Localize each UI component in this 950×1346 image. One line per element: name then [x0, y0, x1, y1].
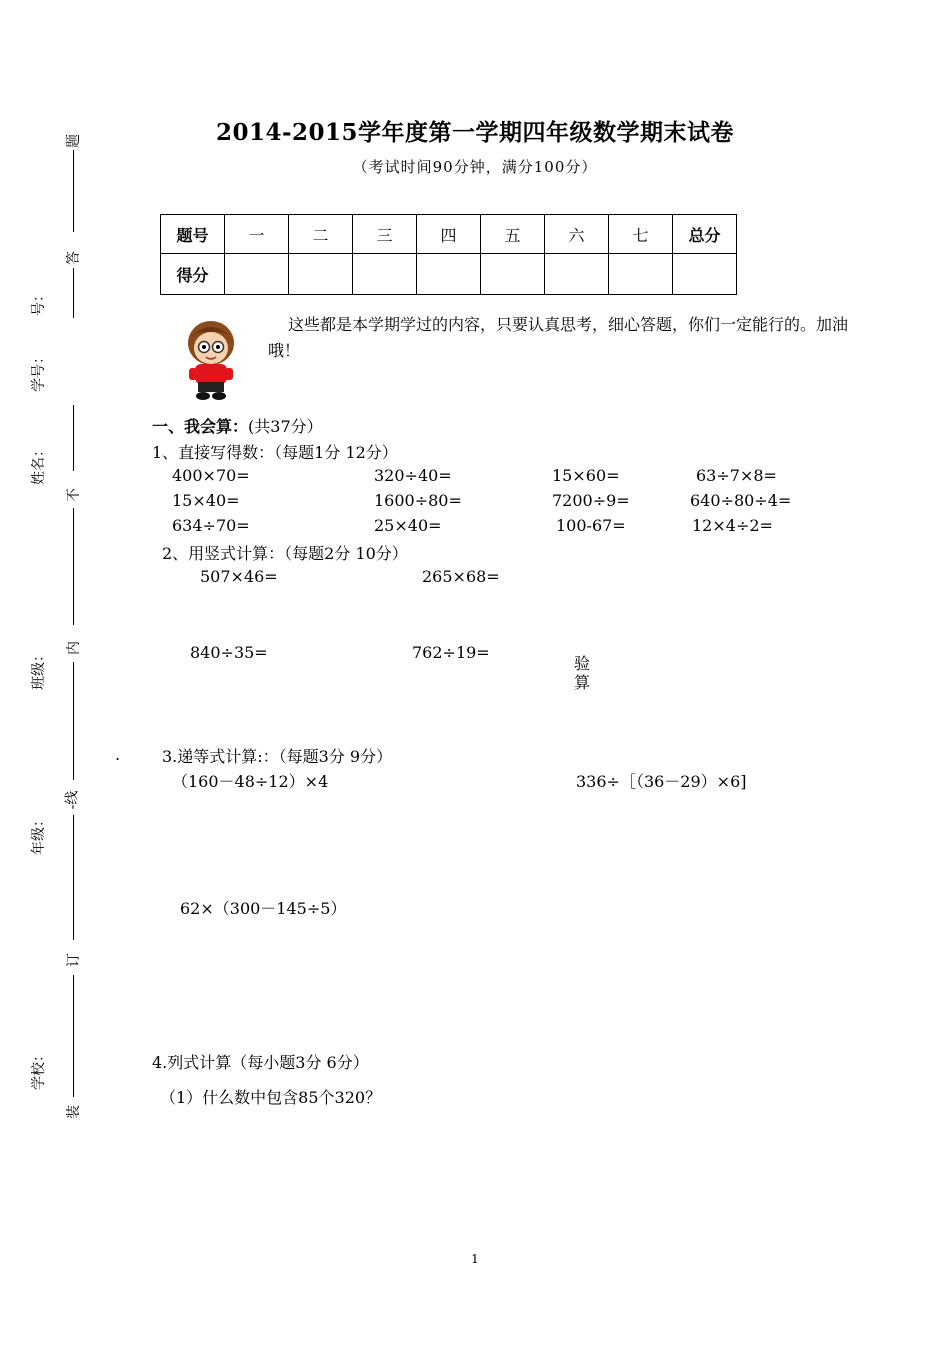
score-table-cell: 五	[481, 215, 545, 254]
margin-field-name: 姓名：	[31, 443, 47, 485]
section-1-heading: 一、我会算：	[152, 417, 249, 436]
margin-char: -线	[64, 790, 81, 810]
q3-item: 62×（300－145÷5）	[180, 899, 347, 918]
score-table-cell: 一	[225, 215, 289, 254]
score-table-cell: 四	[417, 215, 481, 254]
margin-line-segment	[73, 975, 74, 1097]
q3-item: （160－48÷12）×4	[172, 772, 329, 791]
margin-field-number: 号：	[31, 288, 47, 316]
q3-item: 336÷［（36－29）×6]	[576, 772, 747, 791]
score-row-label: 得分	[161, 254, 225, 295]
q2-item: 762÷19=	[412, 643, 490, 662]
margin-field-class: 班级：	[31, 648, 47, 690]
q1-item: 100-67=	[556, 516, 626, 535]
cartoon-boy-icon	[180, 316, 242, 402]
score-table-cell: 题号	[161, 215, 225, 254]
margin-line-segment	[73, 815, 74, 940]
score-cell[interactable]	[289, 254, 353, 295]
score-cell[interactable]	[417, 254, 481, 295]
q1-item: 63÷7×8=	[696, 466, 777, 485]
score-cell[interactable]	[609, 254, 673, 295]
margin-char: 答	[66, 251, 82, 265]
score-cell[interactable]	[353, 254, 417, 295]
score-cell[interactable]	[545, 254, 609, 295]
margin-field-student-id: 学号：	[31, 350, 47, 392]
q2-title: 2、用竖式计算：（每题2分 10分）	[162, 544, 408, 563]
q1-item: 12×4÷2=	[692, 516, 773, 535]
q1-title: 1、直接写得数：（每题1分 12分）	[152, 443, 398, 462]
margin-line-segment	[73, 662, 74, 780]
score-table-cell: 三	[353, 215, 417, 254]
exam-title: 2014-2015学年度第一学期四年级数学期末试卷	[215, 119, 735, 146]
q1-item: 1600÷80=	[374, 491, 462, 510]
section-1-points: (共37分）	[248, 417, 323, 436]
score-table-cell: 七	[609, 215, 673, 254]
margin-char: 订	[66, 953, 82, 967]
q1-item: 25×40=	[374, 516, 442, 535]
margin-line-segment	[73, 268, 74, 318]
q2-item: 840÷35=	[190, 643, 268, 662]
margin-char: 不	[66, 488, 82, 502]
section-1-title	[152, 414, 323, 437]
margin-field-grade: 年级：	[31, 813, 47, 855]
margin-field-school: 学校：	[31, 1048, 47, 1090]
q2-item: 265×68=	[422, 567, 500, 586]
score-table-score-row	[161, 254, 737, 295]
exam-subtitle: （考试时间90分钟，满分100分）	[352, 158, 598, 176]
q1-item: 400×70=	[172, 466, 250, 485]
score-table-cell: 六	[545, 215, 609, 254]
q1-item: 640÷80÷4=	[690, 491, 792, 510]
q2-check-label: 验	[574, 654, 591, 673]
score-cell[interactable]	[481, 254, 545, 295]
page-number: 1	[471, 1252, 479, 1266]
margin-char: 装	[66, 1105, 82, 1119]
q4-title: 4.列式计算（每小题3分 6分）	[152, 1053, 369, 1072]
q1-item: 320÷40=	[374, 466, 452, 485]
score-cell[interactable]	[673, 254, 737, 295]
q1-item: 15×40=	[172, 491, 240, 510]
margin-char: 内	[66, 641, 82, 655]
score-table-header-row	[161, 215, 737, 254]
q2-item: 507×46=	[200, 567, 278, 586]
score-table-cell: 二	[289, 215, 353, 254]
q3-title: 3.递等式计算:：（每题3分 9分）	[162, 747, 393, 766]
q1-item: 15×60=	[552, 466, 620, 485]
score-cell[interactable]	[225, 254, 289, 295]
score-table	[160, 214, 737, 295]
margin-line-segment	[73, 405, 74, 471]
margin-line-segment	[73, 508, 74, 625]
q2-check-label: 算	[574, 673, 591, 692]
intro-text: 这些都是本学期学过的内容，只要认真思考，细心答题，你们一定能行的。加油哦！	[268, 315, 849, 360]
q3-dot: .	[115, 745, 121, 764]
margin-char: 题	[66, 134, 82, 148]
q1-item: 634÷70=	[172, 516, 250, 535]
q1-item: 7200÷9=	[552, 491, 630, 510]
score-table-cell: 总分	[673, 215, 737, 254]
q4-item: （1）什么数中包含85个320？	[160, 1088, 382, 1107]
